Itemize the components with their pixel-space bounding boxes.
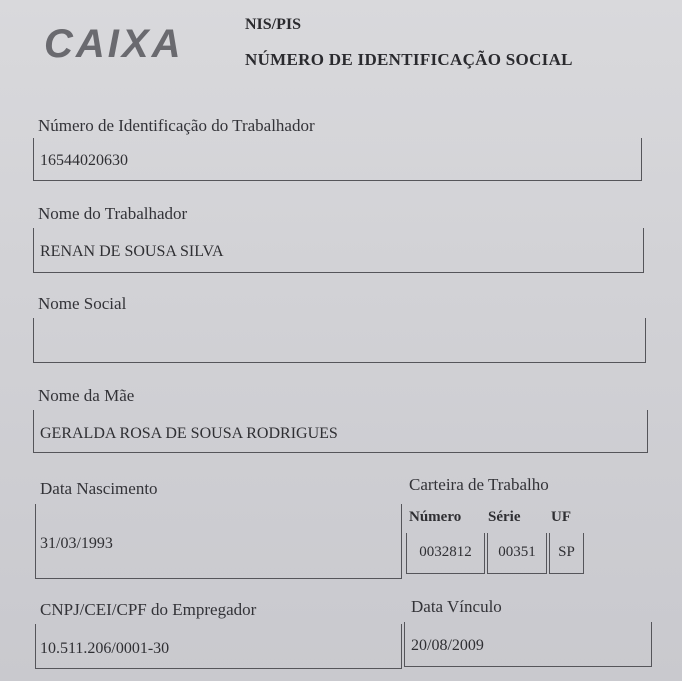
nome-label: Nome do Trabalhador	[38, 204, 188, 223]
nascimento-label: Data Nascimento	[40, 479, 158, 498]
ctps-serie-value: 00351	[487, 533, 547, 574]
empregador-value: 10.511.206/0001-30	[40, 640, 170, 657]
mae-value: GERALDA ROSA DE SOUSA RODRIGUES	[40, 425, 338, 442]
nome-social-box	[33, 318, 646, 363]
mae-label: Nome da Mãe	[38, 386, 135, 405]
nascimento-value: 31/03/1993	[40, 535, 113, 552]
vinculo-value: 20/08/2009	[411, 637, 484, 654]
ctps-label: Carteira de Trabalho	[409, 475, 549, 494]
vinculo-label: Data Vínculo	[411, 597, 502, 616]
nit-value: 16544020630	[40, 152, 128, 169]
nome-value: RENAN DE SOUSA SILVA	[40, 243, 224, 260]
ctps-numero-value: 0032812	[406, 533, 485, 574]
nit-label: Número de Identificação do Trabalhador	[38, 116, 315, 135]
ctps-uf-value: SP	[549, 533, 584, 574]
ctps-uf-label: UF	[551, 509, 571, 525]
empregador-label: CNPJ/CEI/CPF do Empregador	[40, 600, 257, 619]
document-title: NÚMERO DE IDENTIFICAÇÃO SOCIAL	[245, 50, 573, 69]
caixa-logo: CAIXA	[44, 22, 184, 66]
ctps-numero-label: Número	[409, 509, 462, 525]
nome-social-label: Nome Social	[38, 294, 127, 313]
ctps-serie-label: Série	[488, 509, 521, 525]
document-code: NIS/PIS	[245, 16, 302, 33]
